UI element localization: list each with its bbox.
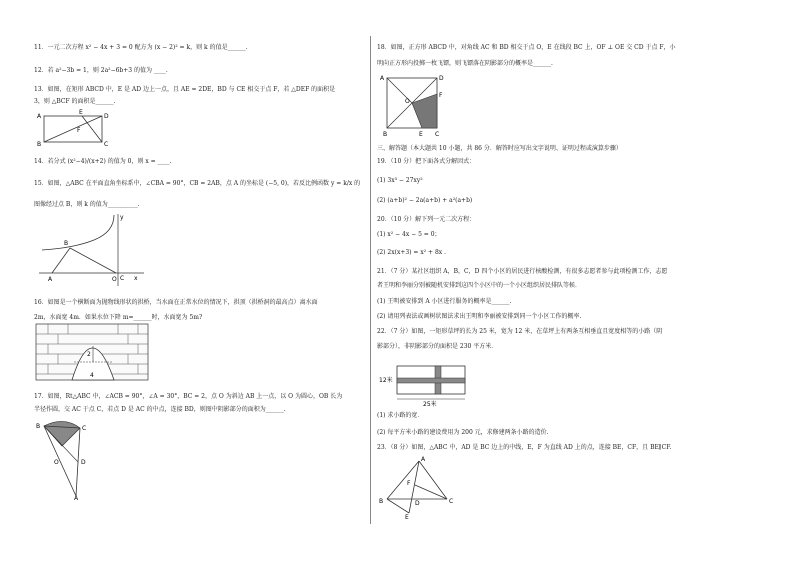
question-16-line2: 2m，水面宽 4m．如果水位下降 m=______时，水面宽为 5m? <box>34 314 203 321</box>
question-17-line2: 半径作圆，交 AC 于点 C，若点 D 是 AC 的中点，连接 BD，则图中阴影部分的面积为______. <box>34 406 286 413</box>
question-18-line1: 18．如图，正方形 ABCD 中，对角线 AC 和 BD 相交于点 O，E 在线段 BC 上，OF ⊥ OE 交 CD 于点 F，小 <box>377 44 676 51</box>
axis-y-label: y <box>120 214 124 221</box>
label-width: 4 <box>90 372 94 379</box>
question-16-line1: 16．如图是一个横断面为抛物线形状的拱桥，当水面在正常水位的情况下，拱顶（拱桥洞的最高点）离水面 <box>34 299 318 306</box>
question-13-line2: 3，则 △BCF 的面积是______. <box>34 98 116 105</box>
question-22-line2: 影部分），非阴影部分的面积是 230 平方米． <box>377 343 498 350</box>
label-D: D <box>415 500 420 507</box>
label-C: C <box>435 131 440 138</box>
question-23: 23．（8 分）如图，△ABC 中，AD 是 BC 边上的中线，E，F 为直线 AD 上的点，连接 BE，CF，且 BE∥CF. <box>377 444 672 451</box>
axis-x-label: x <box>134 275 138 282</box>
question-20-part2: (2) 2x(x+3) = x² + 8x . <box>377 249 447 256</box>
label-D: D <box>104 113 109 120</box>
question-13-line1: 13．如图，在矩形 ABCD 中，E 是 AD 边上一点，且 AE = 2DE，BD 与 CE 相交于点 F，若 △DEF 的面积是 <box>34 86 336 93</box>
label-O: O <box>54 459 59 466</box>
label-B: B <box>37 141 42 148</box>
label-C: C <box>120 275 125 282</box>
label-A: A <box>380 75 385 82</box>
question-21-line1: 21．（7 分）某社区组织 A，B，C，D 四个小区的居民进行核酸检测，有很多志愿者参与此项检测工作，志愿 <box>377 268 668 275</box>
question-15-line1: 15．如图，△ABC 在平面直角坐标系中，∠CBA = 90°，CB = 2AB，点 A 的坐标是 (−5, 0)，若反比例函数 y = k/x 的 <box>34 180 361 187</box>
figure-23-triangle <box>377 455 457 520</box>
label-A: A <box>48 276 53 283</box>
figure-18-square <box>377 70 447 140</box>
label-C: C <box>449 498 454 505</box>
question-11: 11．一元二次方程 x² − 4x + 3 = 0 配方为 (x − 2)² = k，则 k 的值是______. <box>34 44 248 51</box>
label-A: A <box>421 456 426 463</box>
section-3-header: 三、解答题（本大题共 10 小题，共 86 分．解答时应写出文字说明、证明过程或演算步骤） <box>377 145 622 152</box>
label-D: D <box>81 459 86 466</box>
label-B: B <box>379 498 384 505</box>
question-21-part1: (1) 王明被安排到 A 小区进行服务的概率是______. <box>377 298 512 305</box>
label-B: B <box>383 131 388 138</box>
figure-17-triangle <box>34 418 94 500</box>
label-O: O <box>112 276 117 283</box>
question-15-line2: 图像经过点 B，则 k 的值为__________. <box>34 201 140 208</box>
label-F: F <box>407 480 411 487</box>
figure-22-lawn <box>377 360 487 408</box>
question-22-part2: (2) 每平方米小路的建设费用为 200 元，求修建两条小路的造价. <box>377 429 549 436</box>
label-length: 25米 <box>423 401 437 408</box>
question-21-line2: 者王明和李丽分别被随机安排到这四个小区中的一个小区组织居民排队等候． <box>377 282 582 289</box>
question-22-part1: (1) 求小路的宽． <box>377 412 424 419</box>
figure-16-bridge <box>34 322 154 384</box>
question-19-part2: (2) (a+b)² − 2a(a+b) + a²(a+b) <box>377 197 473 204</box>
label-F: F <box>439 92 443 99</box>
label-E: E <box>419 131 423 138</box>
label-A: A <box>37 113 42 120</box>
question-21-part2: (2) 请用列表法或画树状图法求出王明和李丽被安排到同一个小区工作的概率. <box>377 313 582 320</box>
label-C: C <box>82 425 87 432</box>
figure-15-coordinate <box>34 210 154 290</box>
question-22-line1: 22．（7 分）如图，一矩形草坪的长为 25 米，宽为 12 米，在草坪上有两条互相垂直且宽度相等的小路（阴 <box>377 328 663 335</box>
label-F: F <box>77 127 81 134</box>
column-divider <box>370 36 371 524</box>
label-B: B <box>36 423 41 430</box>
label-width: 12米 <box>379 377 393 384</box>
label-O: O <box>405 98 410 105</box>
label-A: A <box>74 495 79 500</box>
question-19: 19．（10 分）把下面各式分解因式： <box>377 158 476 165</box>
label-C: C <box>104 141 109 148</box>
question-12: 12．若 a²−3b = 1，则 2a²−6b+3 的值为 ____. <box>34 67 168 74</box>
question-18-line2: 明向正方形内投掷一枚飞镖，则飞镖落在阴影部分的概率是______. <box>377 60 553 67</box>
label-E: E <box>79 109 83 116</box>
question-17-line1: 17．如图，Rt△ABC 中，∠ACB = 90°，∠A = 30°，BC = 2，点 O 为斜边 AB 上一点，以 O 为圆心，OB 长为 <box>34 393 343 400</box>
label-E: E <box>405 514 409 520</box>
question-20-part1: (1) x² − 4x − 5 = 0； <box>377 231 441 238</box>
question-19-part1: (1) 3x³ − 27xy² <box>377 177 423 184</box>
question-20: 20．（10 分）解下列一元二次方程： <box>377 216 476 223</box>
question-14: 14．若分式 (x²−4)/(x+2) 的值为 0，则 x = ____. <box>34 158 172 165</box>
label-B: B <box>64 240 69 247</box>
figure-13-rectangle <box>34 108 114 150</box>
label-height: 2 <box>87 351 91 358</box>
label-D: D <box>439 75 444 82</box>
